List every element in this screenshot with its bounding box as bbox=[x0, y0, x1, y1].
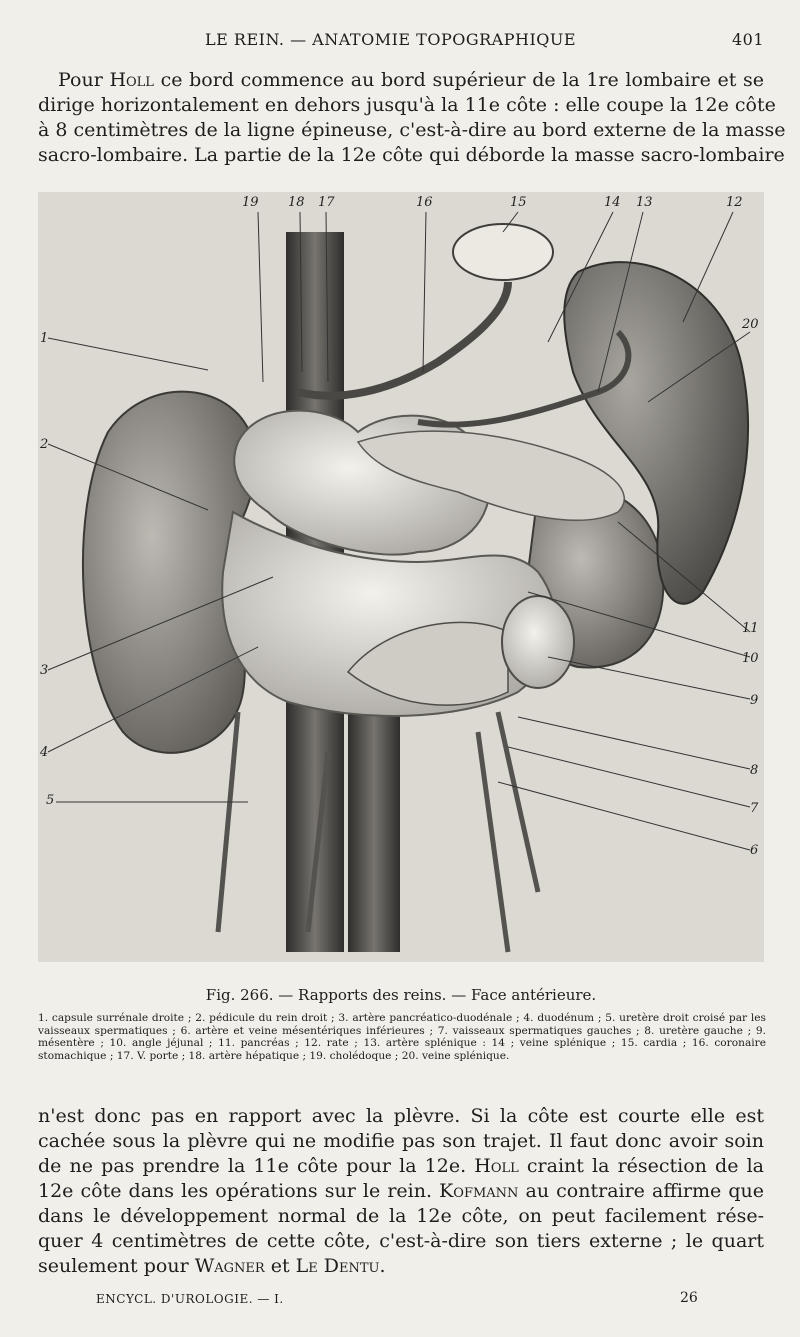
figure-label-1: 1 bbox=[40, 331, 49, 346]
figure-label-5: 5 bbox=[46, 793, 55, 808]
text-line: à 8 centimètres de la ligne épineuse, c'est-à-dire au bord externe de la masse bbox=[38, 119, 786, 141]
figure-label-14: 14 bbox=[604, 195, 621, 210]
footer-sheet-number: 26 bbox=[680, 1290, 698, 1306]
figure-label-12: 12 bbox=[726, 195, 743, 210]
figure-label-20: 20 bbox=[742, 317, 759, 332]
paragraph-bottom bbox=[38, 1104, 764, 1279]
figure-label-6: 6 bbox=[750, 843, 759, 858]
anatomical-figure bbox=[38, 192, 764, 962]
figure-label-10: 10 bbox=[742, 651, 759, 666]
figure-label-11: 11 bbox=[742, 621, 759, 636]
paragraph-top bbox=[38, 68, 786, 168]
text-line: n'est donc pas en rapport avec la plèvre. Si la côte est courte elle est bbox=[38, 1105, 764, 1127]
vena-cava bbox=[348, 712, 400, 952]
page-number: 401 bbox=[731, 30, 764, 49]
text-line: cachée sous la plèvre qui ne modifie pas son trajet. Il faut donc avoir soin bbox=[38, 1130, 764, 1152]
figure-label-4: 4 bbox=[40, 745, 49, 760]
figure-label-9: 9 bbox=[750, 693, 759, 708]
author-holl: Holl bbox=[474, 1155, 519, 1177]
author-le-dentu: Le Dentu bbox=[295, 1255, 380, 1277]
text-line: dirige horizontalement en dehors jusqu'à la 11e côte : elle coupe la 12e côte bbox=[38, 94, 776, 116]
jejunal-angle bbox=[502, 596, 574, 688]
figure-label-16: 16 bbox=[416, 195, 433, 210]
figure-label-18: 18 bbox=[288, 195, 305, 210]
figure-caption: Fig. 266. — Rapports des reins. — Face antérieure. bbox=[205, 986, 597, 1004]
figure-label-2: 2 bbox=[40, 437, 49, 452]
text-line: 12e côte dans les opérations sur le rein. Kofmann au contraire affirme que bbox=[38, 1180, 764, 1202]
figure-label-17: 17 bbox=[318, 195, 335, 210]
text-line: seulement pour Wagner et Le Dentu. bbox=[38, 1255, 386, 1277]
text-line: Pour Holl ce bord commence au bord supérieur de la 1re lombaire et se bbox=[58, 69, 765, 91]
figure-label-13: 13 bbox=[636, 195, 653, 210]
text-line: quer 4 centimètres de cette côte, c'est-à-dire son tiers externe ; le quart bbox=[38, 1230, 764, 1252]
kidney-illustration bbox=[38, 192, 764, 962]
figure-label-19: 19 bbox=[242, 195, 259, 210]
footer-signature: ENCYCL. D'UROLOGIE. — I. bbox=[96, 1292, 284, 1306]
text-line: dans le développement normal de la 12e côte, on peut facilement rése- bbox=[38, 1205, 764, 1227]
figure-label-7: 7 bbox=[750, 801, 759, 816]
cardia bbox=[453, 224, 553, 280]
text-line: sacro-lombaire. La partie de la 12e côte qui déborde la masse sacro-lombaire bbox=[38, 144, 785, 166]
author-kofmann: Kofmann bbox=[439, 1180, 519, 1202]
author-wagner: Wagner bbox=[194, 1255, 265, 1277]
author-holl: Holl bbox=[109, 69, 154, 91]
figure-label-8: 8 bbox=[750, 763, 759, 778]
text-line: de ne pas prendre la 11e côte pour la 12e. Holl craint la résection de la bbox=[38, 1155, 765, 1177]
figure-legend: 1. capsule surrénale droite ; 2. pédicule du rein droit ; 3. artère pancréatico-duodénale ; 4. duodénum ; 5. uretère droit croisé par les vaisseaux spermatiques ; 6. artère et veine mésentériques inférieures ; 7. vaisseaux spermatiques gauches ; 8. uretère gauche ; 9. mésentère ; 10. angle jéjunal ; 11. pancréas ; 12. rate ; 13. artère splénique : 14 ; veine splénique ; 15. cardia ; 16. coronaire stomachique ; 17. V. porte ; 18. artère hépatique ; 19. cholédoque ; 20. veine splénique. bbox=[38, 1012, 766, 1062]
figure-label-15: 15 bbox=[510, 195, 527, 210]
figure-label-3: 3 bbox=[40, 663, 49, 678]
running-title: LE REIN. — ANATOMIE TOPOGRAPHIQUE bbox=[205, 30, 577, 49]
